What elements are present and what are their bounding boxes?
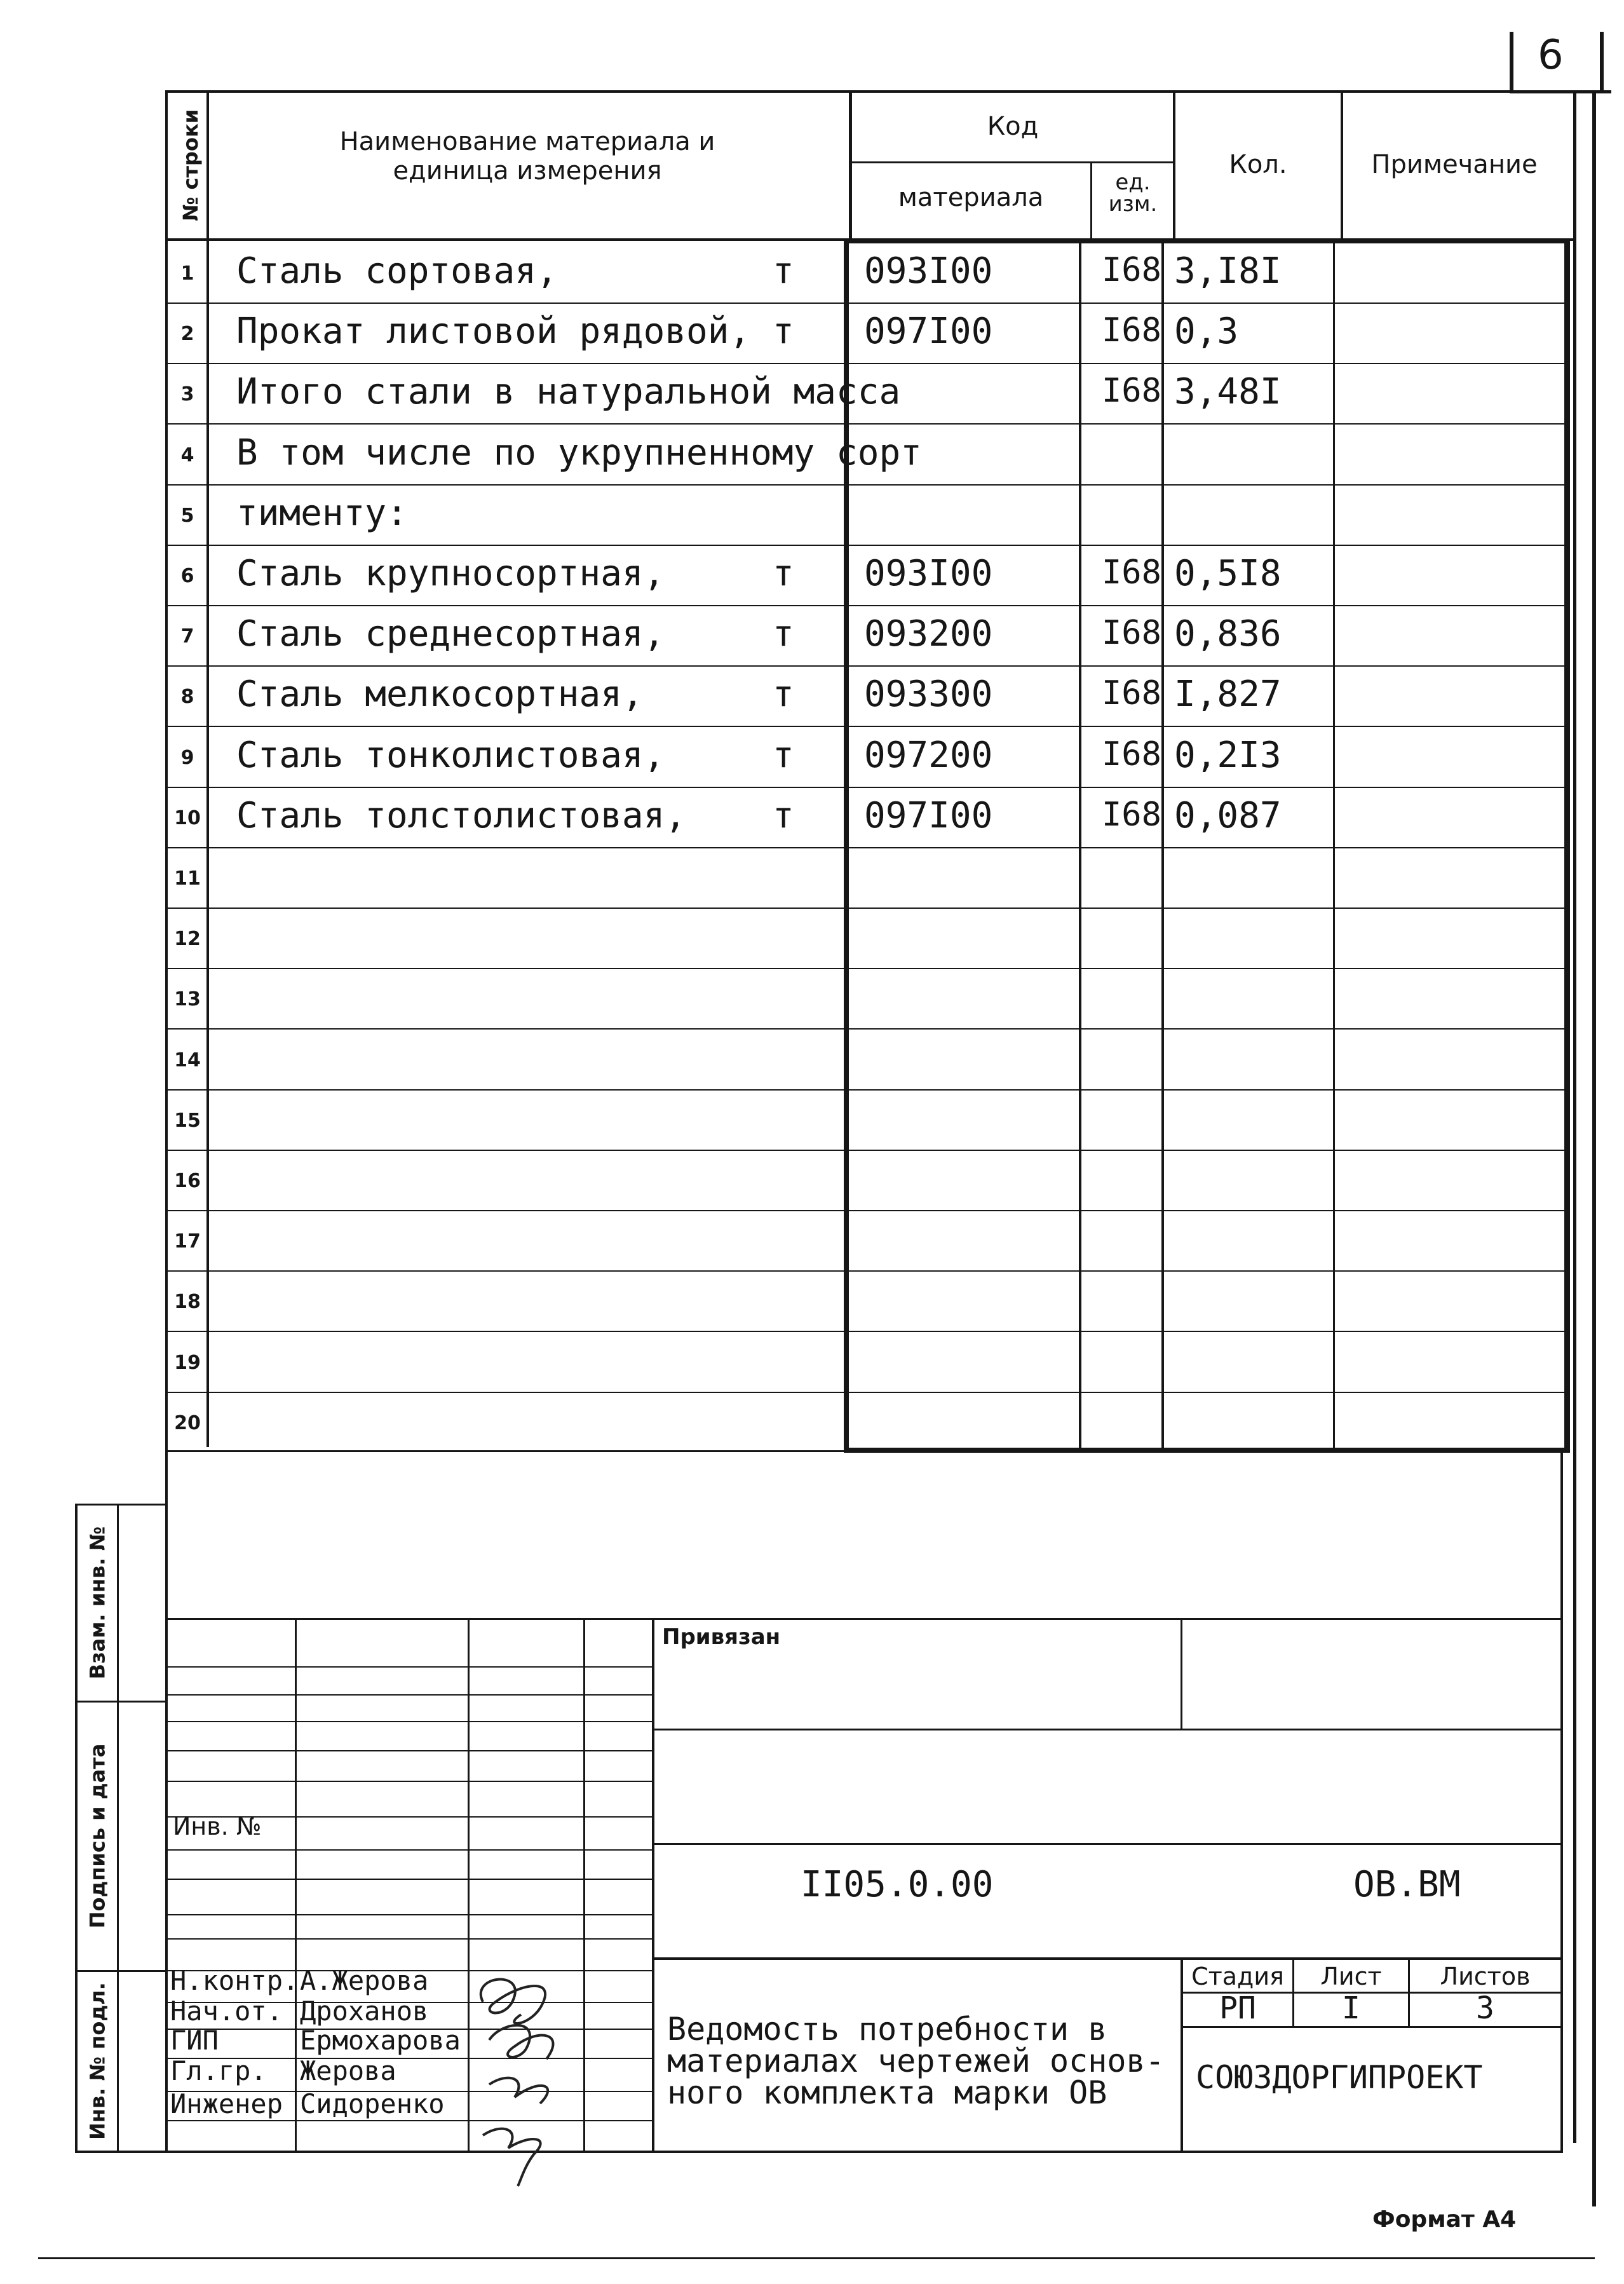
material-name: Сталь сортовая, bbox=[236, 250, 558, 292]
signer-role: Гл.гр. bbox=[170, 2055, 267, 2086]
table-row bbox=[0, 546, 1624, 606]
material-code-header: материала bbox=[898, 183, 1044, 212]
unit-code: I68 bbox=[1102, 372, 1161, 410]
quantity: 0,3 bbox=[1174, 311, 1239, 352]
row-number: 12 bbox=[174, 928, 201, 950]
unit-code: I68 bbox=[1102, 251, 1161, 289]
quantity: 3,I8I bbox=[1174, 250, 1282, 292]
signature-date-label: Подпись и дата bbox=[85, 1743, 110, 1929]
signer-name: Ермохарова bbox=[300, 2025, 461, 2056]
table-row bbox=[0, 1272, 1624, 1332]
row-number: 14 bbox=[174, 1049, 201, 1071]
table-row bbox=[0, 728, 1624, 788]
document-code: II05.0.00 bbox=[801, 1864, 994, 1905]
unit-mark: т bbox=[773, 613, 794, 655]
table-row bbox=[0, 486, 1624, 546]
table-row bbox=[0, 667, 1624, 727]
unit-mark: т bbox=[773, 250, 794, 292]
unit-mark: т bbox=[773, 553, 794, 594]
material-code: 093300 bbox=[864, 674, 993, 715]
material-name: Итого стали в натуральной масса bbox=[236, 371, 901, 412]
row-number: 2 bbox=[180, 323, 194, 345]
table-row bbox=[0, 243, 1624, 304]
organization-name: СОЮЗДОРГИПРОЕКТ bbox=[1196, 2059, 1483, 2096]
row-number: 16 bbox=[174, 1170, 201, 1192]
row-number: 5 bbox=[180, 505, 194, 527]
document-mark: ОВ.ВМ bbox=[1353, 1864, 1461, 1905]
row-number: 11 bbox=[174, 867, 201, 890]
material-code: 093I00 bbox=[864, 250, 993, 292]
document-title-line-2: материалах чертежей основ- bbox=[667, 2043, 1165, 2079]
quantity-header: Кол. bbox=[1229, 150, 1287, 179]
row-number: 8 bbox=[180, 686, 194, 708]
table-row bbox=[0, 1030, 1624, 1091]
row-number: 3 bbox=[180, 383, 194, 405]
signer-name: Сидоренко bbox=[300, 2088, 445, 2119]
row-number: 13 bbox=[174, 988, 201, 1010]
table-row bbox=[0, 606, 1624, 667]
sheets-total-label: Листов bbox=[1440, 1962, 1531, 1990]
format-label: Формат A4 bbox=[1372, 2206, 1517, 2233]
unit-code: I68 bbox=[1102, 311, 1161, 350]
material-code: 097200 bbox=[864, 735, 993, 776]
table-row bbox=[0, 1333, 1624, 1393]
table-row bbox=[0, 969, 1624, 1030]
name-header: Наименование материала и единица измерения bbox=[339, 127, 715, 186]
material-name: тименту: bbox=[236, 493, 408, 534]
row-number: 18 bbox=[174, 1291, 201, 1313]
signer-name: А.Жерова bbox=[300, 1965, 429, 1996]
signer-role: Нач.от. bbox=[170, 1995, 283, 2027]
unit-code: I68 bbox=[1102, 735, 1161, 773]
unit-mark: т bbox=[773, 674, 794, 715]
material-name: Сталь толстолистовая, bbox=[236, 795, 687, 836]
material-code: 097I00 bbox=[864, 795, 993, 836]
unit-mark: т bbox=[773, 795, 794, 836]
quantity: 0,836 bbox=[1174, 613, 1282, 655]
unit-code: I68 bbox=[1102, 554, 1161, 592]
signer-name: Дроханов bbox=[300, 1995, 429, 2027]
table-row bbox=[0, 1211, 1624, 1272]
sheet-label: Лист bbox=[1320, 1962, 1382, 1990]
inventory-number-label: Инв. № bbox=[173, 1812, 262, 1840]
attached-label: Привязан bbox=[662, 1624, 781, 1650]
document-title-line-3: ного комплекта марки ОВ bbox=[667, 2074, 1107, 2111]
quantity: 0,5I8 bbox=[1174, 553, 1282, 594]
quantity: 0,087 bbox=[1174, 795, 1282, 836]
row-number-header: № строки bbox=[179, 109, 203, 222]
table-row bbox=[0, 1091, 1624, 1151]
page-number: 6 bbox=[1538, 32, 1564, 79]
row-number: 7 bbox=[180, 625, 194, 648]
unit-header: ед. изм. bbox=[1108, 170, 1158, 217]
table-row bbox=[0, 909, 1624, 969]
row-number: 1 bbox=[180, 262, 194, 285]
material-name: Сталь мелкосортная, bbox=[236, 674, 644, 715]
unit-code: I68 bbox=[1102, 796, 1161, 834]
row-number: 4 bbox=[180, 444, 194, 466]
table-row bbox=[0, 364, 1624, 425]
row-number: 10 bbox=[174, 807, 201, 829]
unit-code: I68 bbox=[1102, 674, 1161, 712]
handwritten-signatures bbox=[464, 1957, 654, 2186]
material-name: Сталь среднесортная, bbox=[236, 613, 665, 655]
signer-role: ГИП bbox=[170, 2025, 219, 2056]
row-number: 9 bbox=[180, 747, 194, 769]
material-code: 097I00 bbox=[864, 311, 993, 352]
replaced-inventory-label: Взам. инв. № bbox=[85, 1526, 110, 1680]
table-row bbox=[0, 1151, 1624, 1211]
signer-role: Инженер bbox=[170, 2088, 283, 2119]
material-name: Сталь крупносортная, bbox=[236, 553, 665, 594]
table-row bbox=[0, 304, 1624, 364]
table-row bbox=[0, 788, 1624, 848]
material-name: Прокат листовой рядовой, bbox=[236, 311, 751, 352]
note-header: Примечание bbox=[1371, 150, 1538, 179]
quantity: I,827 bbox=[1174, 674, 1282, 715]
stage-value: РП bbox=[1219, 1990, 1256, 2026]
table-row bbox=[0, 1393, 1624, 1453]
quantity: 3,48I bbox=[1174, 371, 1282, 412]
original-inventory-label: Инв. № подл. bbox=[85, 1982, 110, 2140]
document-title-line-1: Ведомость потребности в bbox=[667, 2011, 1107, 2048]
table-row bbox=[0, 848, 1624, 909]
signer-role: Н.контр. bbox=[170, 1965, 299, 1996]
material-code: 093200 bbox=[864, 613, 993, 655]
row-number: 19 bbox=[174, 1352, 201, 1374]
stage-label: Стадия bbox=[1191, 1962, 1284, 1990]
row-number: 6 bbox=[180, 565, 194, 587]
material-name: Сталь тонколистовая, bbox=[236, 735, 665, 776]
code-header: Код bbox=[987, 112, 1039, 141]
table-row bbox=[0, 425, 1624, 486]
material-code: 093I00 bbox=[864, 553, 993, 594]
unit-mark: т bbox=[773, 735, 794, 776]
sheets-total-value: 3 bbox=[1476, 1990, 1494, 2026]
signer-name: Жерова bbox=[300, 2055, 396, 2086]
row-number: 20 bbox=[174, 1412, 201, 1434]
quantity: 0,2I3 bbox=[1174, 735, 1282, 776]
sheet-value: I bbox=[1342, 1990, 1360, 2026]
row-number: 15 bbox=[174, 1110, 201, 1132]
material-name: В том числе по укрупненному сорт bbox=[236, 432, 922, 473]
unit-mark: т bbox=[773, 311, 794, 352]
unit-code: I68 bbox=[1102, 614, 1161, 652]
row-number: 17 bbox=[174, 1230, 201, 1253]
